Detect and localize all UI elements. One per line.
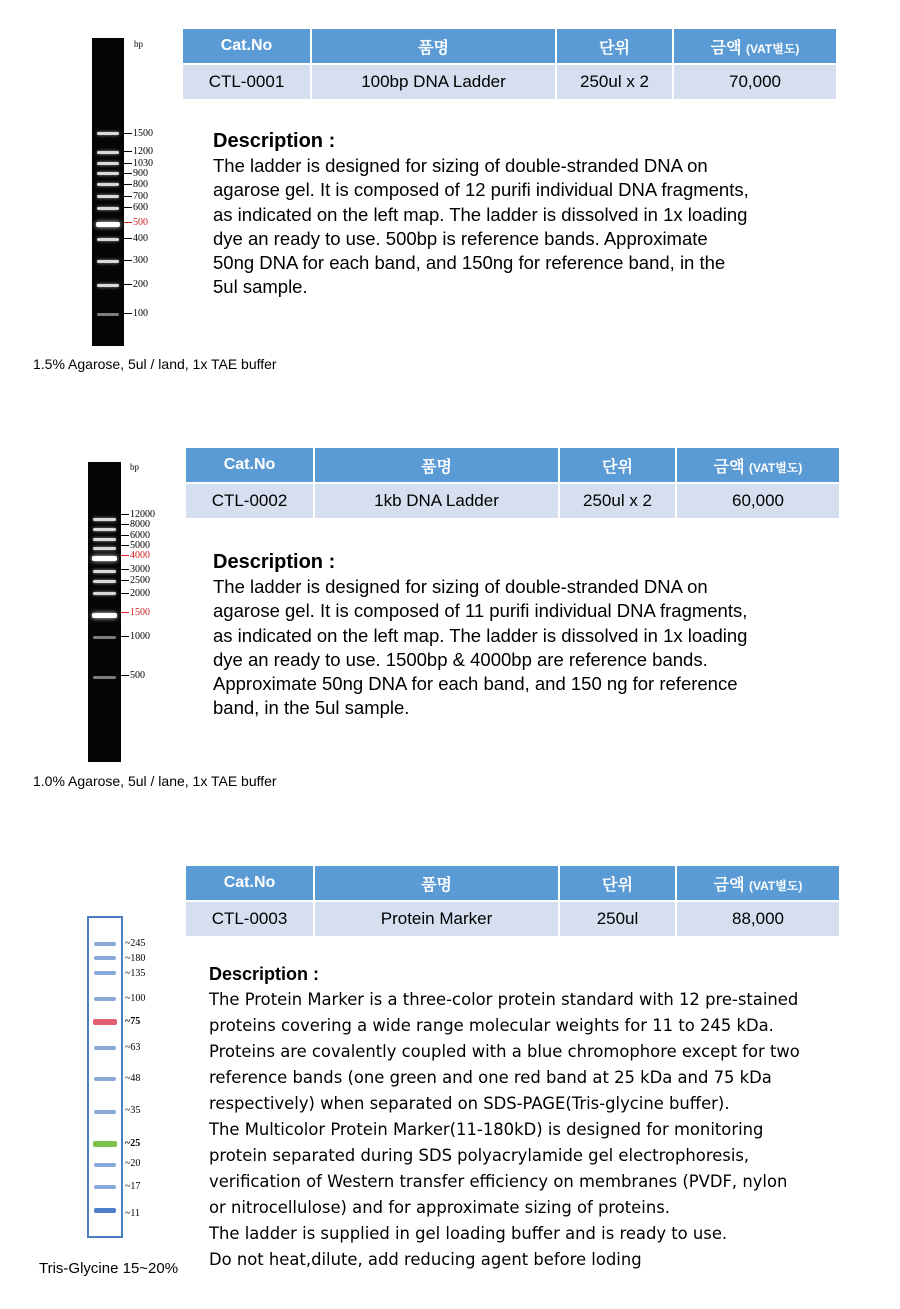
description-line: The ladder is supplied in gel loading buffer and is ready to use.: [209, 1224, 728, 1243]
gel-band: [94, 1046, 116, 1050]
gel-marker-reference: 4000: [121, 551, 150, 561]
gel-band-reference-green: [93, 1141, 117, 1147]
description-line: dye an ready to use. 500bp is reference bands. Approximate: [213, 227, 708, 249]
gel-band-reference-red: [93, 1019, 117, 1025]
gel-band: [93, 547, 116, 550]
description-line: agarose gel. It is composed of 11 purifi individual DNA fragments,: [213, 600, 748, 622]
description-text: [209, 987, 800, 1273]
header-price-label: 금액: [710, 39, 742, 57]
header-price: [677, 448, 839, 482]
gel-band: [97, 172, 119, 175]
gel-marker: 900: [124, 169, 148, 179]
dna-gel-image-2: [88, 462, 121, 762]
gel-marker: 300: [124, 256, 148, 266]
gel-band: [97, 238, 119, 241]
description-text: [213, 575, 747, 721]
gel-marker: ~135: [125, 968, 146, 979]
description-line: protein separated during SDS polyacrylamide gel electrophoresis,: [209, 1146, 750, 1165]
cell-price: 70,000: [674, 65, 836, 99]
gel-marker: ~245: [125, 938, 146, 949]
gel-band: [97, 284, 119, 287]
gel-band: [94, 1110, 116, 1114]
gel-marker: 1200: [124, 147, 153, 157]
description-line: dye an ready to use. 1500bp & 4000bp are reference bands.: [213, 648, 708, 670]
gel-band: [94, 942, 116, 946]
header-vat-label: (VAT별도): [745, 41, 800, 56]
header-cat-no: Cat.No: [183, 29, 310, 63]
description-line: verification of Western transfer efficiency on membranes (PVDF, nylon: [209, 1172, 788, 1191]
gel-band: [97, 260, 119, 263]
description-line: as indicated on the left map. The ladder is dissolved in 1x loading: [213, 203, 748, 225]
description-line: Do not heat,dilute, add reducing agent before loding: [209, 1250, 642, 1269]
gel-marker: ~100: [125, 993, 146, 1004]
gel-caption: 1.0% Agarose, 5ul / lane, 1x TAE buffer: [33, 773, 277, 789]
gel-marker: ~11: [125, 1208, 141, 1219]
gel-band: [93, 580, 116, 583]
gel-marker: 500: [121, 671, 145, 681]
gel-band: [97, 313, 119, 316]
product-table-1: [181, 27, 838, 101]
gel-band: [93, 528, 116, 531]
header-name: 품명: [315, 448, 558, 482]
header-unit: 단위: [560, 866, 675, 900]
cell-cat-no: CTL-0001: [183, 65, 310, 99]
description-line: Proteins are covalently coupled with a blue chromophore except for two: [209, 1042, 800, 1061]
gel-marker: 8000: [121, 520, 150, 530]
cell-cat-no: CTL-0003: [186, 902, 313, 936]
cell-price: 88,000: [677, 902, 839, 936]
gel-marker: 3000: [121, 565, 150, 575]
cell-unit: 250ul x 2: [557, 65, 672, 99]
cell-cat-no: CTL-0002: [186, 484, 313, 518]
header-name: 품명: [315, 866, 558, 900]
description-line: Approximate 50ng DNA for each band, and 150 ng for reference: [213, 673, 738, 695]
gel-band: [97, 183, 119, 186]
cell-unit: 250ul: [560, 902, 675, 936]
gel-marker: ~48: [125, 1073, 141, 1084]
header-vat-label: (VAT별도): [748, 460, 803, 475]
description-line: 5ul sample.: [213, 276, 308, 298]
gel-band-reference: [92, 613, 117, 618]
gel-band: [93, 570, 116, 573]
gel-marker: 1500: [124, 129, 153, 139]
gel-marker: 1000: [121, 632, 150, 642]
cell-name: Protein Marker: [315, 902, 558, 936]
gel-band: [94, 971, 116, 975]
gel-marker: ~17: [125, 1181, 141, 1192]
description-title: Description :: [213, 130, 336, 152]
header-cat-no: Cat.No: [186, 448, 313, 482]
gel-marker: 6000: [121, 531, 150, 541]
gel-marker: 2000: [121, 589, 150, 599]
gel-band: [94, 956, 116, 960]
description-line: reference bands (one green and one red band at 25 kDa and 75 kDa: [209, 1068, 772, 1087]
header-vat-label: (VAT별도): [748, 878, 803, 893]
product-table-2: [184, 446, 841, 520]
header-unit: 단위: [560, 448, 675, 482]
cell-price: 60,000: [677, 484, 839, 518]
gel-marker: ~20: [125, 1158, 141, 1169]
description-line: as indicated on the left map. The ladder is dissolved in 1x loading: [213, 624, 748, 646]
cell-unit: 250ul x 2: [560, 484, 675, 518]
header-cat-no: Cat.No: [186, 866, 313, 900]
product-section-1: [0, 0, 900, 400]
header-price: [677, 866, 839, 900]
gel-unit-label: bp: [134, 39, 143, 49]
table-row: [186, 902, 839, 936]
header-name: 품명: [312, 29, 555, 63]
gel-marker-reference: ~25: [125, 1138, 141, 1149]
gel-band: [94, 1077, 116, 1081]
description-line: The Protein Marker is a three-color protein standard with 12 pre-stained: [209, 990, 799, 1009]
gel-marker: 12000: [121, 510, 155, 520]
gel-band-reference: [96, 222, 120, 227]
product-section-2: [0, 440, 900, 800]
gel-marker: 1030: [124, 159, 153, 169]
description-line: band, in the 5ul sample.: [213, 697, 410, 719]
header-price-label: 금액: [713, 458, 745, 476]
gel-marker: 100: [124, 309, 148, 319]
description-title: Description :: [209, 964, 320, 984]
cell-name: 100bp DNA Ladder: [312, 65, 555, 99]
description-line: respectively) when separated on SDS-PAGE(Tris-glycine buffer).: [209, 1094, 730, 1113]
description-title: Description :: [213, 551, 336, 573]
gel-band: [97, 195, 119, 198]
table-row: [183, 65, 836, 99]
description-line: or nitrocellulose) and for approximate sizing of proteins.: [209, 1198, 670, 1217]
gel-marker-reference: 1500: [121, 608, 150, 618]
gel-marker: 400: [124, 234, 148, 244]
dna-gel-image-1: [92, 38, 124, 346]
table-row: [186, 484, 839, 518]
gel-caption: 1.5% Agarose, 5ul / land, 1x TAE buffer: [33, 356, 277, 372]
gel-band: [94, 1185, 116, 1189]
product-table-3: [184, 864, 841, 938]
gel-band: [94, 1208, 116, 1213]
header-unit: 단위: [557, 29, 672, 63]
gel-caption: Tris-Glycine 15~20%: [39, 1260, 179, 1277]
gel-band: [97, 207, 119, 210]
description-line: The ladder is designed for sizing of double-stranded DNA on: [213, 576, 708, 597]
description-line: 50ng DNA for each band, and 150ng for reference band, in the: [213, 252, 726, 274]
header-price-label: 금액: [713, 876, 745, 894]
gel-band: [97, 162, 119, 165]
gel-band: [94, 1163, 116, 1167]
gel-marker-reference: 500: [124, 218, 148, 228]
gel-band: [97, 132, 119, 135]
protein-gel-image: [87, 916, 123, 1238]
gel-marker-reference: ~75: [125, 1016, 141, 1027]
gel-band: [93, 676, 116, 679]
description-line: The Multicolor Protein Marker(11-180kD) is designed for monitoring: [209, 1120, 764, 1139]
gel-band: [93, 538, 116, 541]
gel-marker: 800: [124, 180, 148, 190]
gel-marker: 5000: [121, 541, 150, 551]
gel-band: [97, 151, 119, 154]
gel-marker: 700: [124, 192, 148, 202]
header-price: [674, 29, 836, 63]
description-line: proteins covering a wide range molecular weights for 11 to 245 kDa.: [209, 1016, 774, 1035]
product-section-3: [0, 850, 900, 1309]
gel-band: [93, 518, 116, 521]
gel-band: [93, 592, 116, 595]
gel-band-reference: [92, 556, 117, 561]
gel-band: [93, 636, 116, 639]
gel-unit-label: bp: [130, 462, 139, 472]
cell-name: 1kb DNA Ladder: [315, 484, 558, 518]
gel-marker: ~35: [125, 1105, 141, 1116]
gel-band: [94, 997, 116, 1001]
gel-marker: ~180: [125, 953, 146, 964]
gel-marker: 2500: [121, 576, 150, 586]
description-line: agarose gel. It is composed of 12 purifi individual DNA fragments,: [213, 179, 749, 201]
gel-marker: ~63: [125, 1042, 141, 1053]
gel-marker: 600: [124, 203, 148, 213]
description-text: [213, 154, 749, 300]
description-line: The ladder is designed for sizing of double-stranded DNA on: [213, 155, 708, 176]
gel-marker: 200: [124, 280, 148, 290]
